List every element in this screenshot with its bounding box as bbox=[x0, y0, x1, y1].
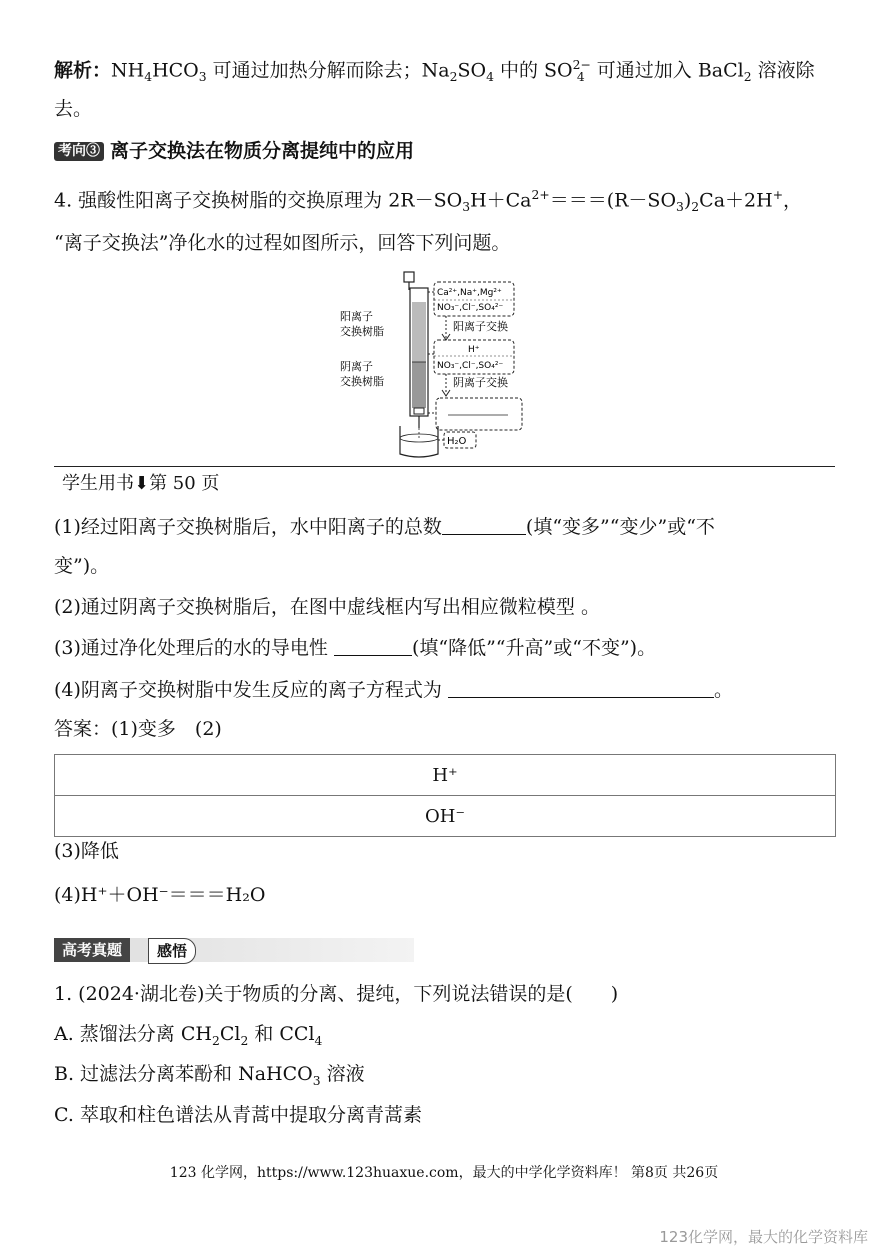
question-1-line-1 bbox=[54, 515, 715, 539]
analysis-line-1: 解析：$NH_4HCO_3$ 可通过加热分解而除去；$Na_2SO_4$ 中的 $SO^{2-}_4$ 可通过加入 BaCl$_2$ 溶液除 bbox=[54, 58, 815, 85]
box2-top-text: H⁺ bbox=[468, 345, 480, 355]
exam-question-1: 1. (2024·湖北卷)关于物质的分离、提纯，下列说法错误的是( ) bbox=[54, 983, 619, 1005]
option-text: 溶液 bbox=[326, 1063, 365, 1085]
question-text: (填“降低”“升高”或“不变”)。 bbox=[411, 637, 657, 659]
option-text: B. 过滤法分离苯酚和 NaHCO bbox=[54, 1063, 313, 1085]
analysis-label: 解析： bbox=[54, 59, 112, 82]
box1-bottom-text: NO₃⁻,Cl⁻,SO₄²⁻ bbox=[437, 303, 504, 313]
option-c: C. 萃取和柱色谱法从青蒿中提取分离青蒿素 bbox=[54, 1104, 422, 1126]
table-row bbox=[55, 796, 836, 837]
option-text: A. 蒸馏法分离 CH bbox=[54, 1023, 212, 1045]
question-2: (2)通过阴离子交换树脂后，在图中虚线框内写出相应微粒模型 。 bbox=[54, 596, 600, 618]
question-4 bbox=[54, 678, 733, 702]
analysis-text: 可通过加入 BaCl bbox=[596, 59, 744, 82]
arrow2-label: 阴离子交换 bbox=[453, 376, 508, 389]
divider bbox=[54, 466, 835, 467]
beaker-icon bbox=[400, 426, 438, 457]
formula-text: HCO bbox=[152, 59, 199, 82]
analysis-text: 中的 SO bbox=[500, 59, 573, 82]
faucet-icon bbox=[404, 272, 414, 282]
banner-left: 高考真题 bbox=[54, 938, 130, 962]
section-banner bbox=[54, 938, 414, 962]
answer-blank bbox=[442, 515, 526, 535]
empty-answer-box bbox=[436, 398, 522, 430]
section-heading bbox=[54, 140, 414, 163]
question-text: 。 bbox=[713, 679, 733, 701]
option-a: A. 蒸馏法分离 $CH_2Cl_2$ 和 CCl$_4$ bbox=[54, 1023, 323, 1048]
question-text: (3)通过净化处理后的水的导电性 bbox=[54, 637, 334, 659]
answer-blank bbox=[334, 636, 412, 656]
label-anion-1: 阴离子 bbox=[340, 360, 373, 373]
banner-right: 感悟 bbox=[148, 938, 196, 964]
q4-text: ， bbox=[783, 189, 803, 212]
section-title: 离子交换法在物质分离提纯中的应用 bbox=[110, 140, 415, 162]
q4-line-1: 4. 强酸性阳离子交换树脂的交换原理为 $2R-SO_3H+Ca^{2+}===(R-SO_3)_2Ca+2H^+$， bbox=[54, 188, 803, 215]
book-reference: 学生用书⬇第 50 页 bbox=[62, 473, 220, 494]
label-anion-2: 交换树脂 bbox=[340, 375, 384, 388]
answer-line-1: 答案：(1)变多 (2) bbox=[54, 718, 222, 740]
label-cation-2: 交换树脂 bbox=[340, 325, 384, 338]
question-1-line-2: 变”)。 bbox=[54, 555, 110, 577]
label-cation-1: 阳离子 bbox=[340, 310, 373, 323]
q4-text: ＝＝＝(R－SO bbox=[549, 189, 677, 212]
q4-text: 4. 强酸性阳离子交换树脂的交换原理为 2R－SO bbox=[54, 189, 463, 212]
table-cell: OH⁻ bbox=[55, 796, 836, 837]
anion-resin bbox=[412, 362, 426, 408]
section-tag: 考向③ bbox=[54, 142, 104, 161]
table-cell: H⁺ bbox=[55, 755, 836, 796]
question-text: (填“变多”“变少”或“不 bbox=[525, 516, 715, 538]
cation-resin bbox=[412, 302, 426, 362]
watermark: 123化学网，最大的化学资料库 bbox=[659, 1228, 868, 1246]
arrow1-label: 阳离子交换 bbox=[453, 320, 508, 333]
analysis-text: 可通过加热分解而除去；Na bbox=[212, 59, 450, 82]
ion-exchange-diagram bbox=[340, 268, 530, 460]
question-3 bbox=[54, 636, 656, 660]
question-text: (4)阴离子交换树脂中发生反应的离子方程式为 bbox=[54, 679, 448, 701]
page-footer: 123 化学网，https://www.123huaxue.com，最大的中学化学资料库！ 第8页 共26页 bbox=[169, 1165, 719, 1181]
answer-line-4: (4)H⁺＋OH⁻＝＝＝H₂O bbox=[54, 884, 266, 906]
table-row bbox=[55, 755, 836, 796]
option-text: 和 CCl bbox=[254, 1023, 315, 1045]
question-text: (1)经过阳离子交换树脂后，水中阳离子的总数 bbox=[54, 516, 442, 538]
answer-blank bbox=[448, 678, 714, 698]
answer-table bbox=[54, 754, 836, 837]
q4-text: H＋Ca bbox=[470, 189, 532, 212]
answer-line-3: (3)降低 bbox=[54, 840, 119, 862]
formula-text: NH bbox=[111, 59, 145, 82]
box2-bottom-text: NO₃⁻,Cl⁻,SO₄²⁻ bbox=[437, 361, 504, 371]
q4-text: Ca＋2H bbox=[699, 189, 773, 212]
q4-text: ) bbox=[683, 189, 692, 212]
beaker-label: H₂O bbox=[447, 436, 467, 447]
analysis-text: 溶液除 bbox=[757, 59, 815, 82]
option-b: B. 过滤法分离苯酚和 NaHCO$_3$ 溶液 bbox=[54, 1063, 365, 1088]
option-text: Cl bbox=[219, 1023, 241, 1045]
q4-line-2: “离子交换法”净化水的过程如图所示，回答下列问题。 bbox=[54, 232, 511, 254]
formula-text: SO bbox=[457, 59, 487, 82]
box1-top-text: Ca²⁺,Na⁺,Mg²⁺ bbox=[437, 288, 502, 298]
analysis-line-2: 去。 bbox=[54, 98, 93, 120]
